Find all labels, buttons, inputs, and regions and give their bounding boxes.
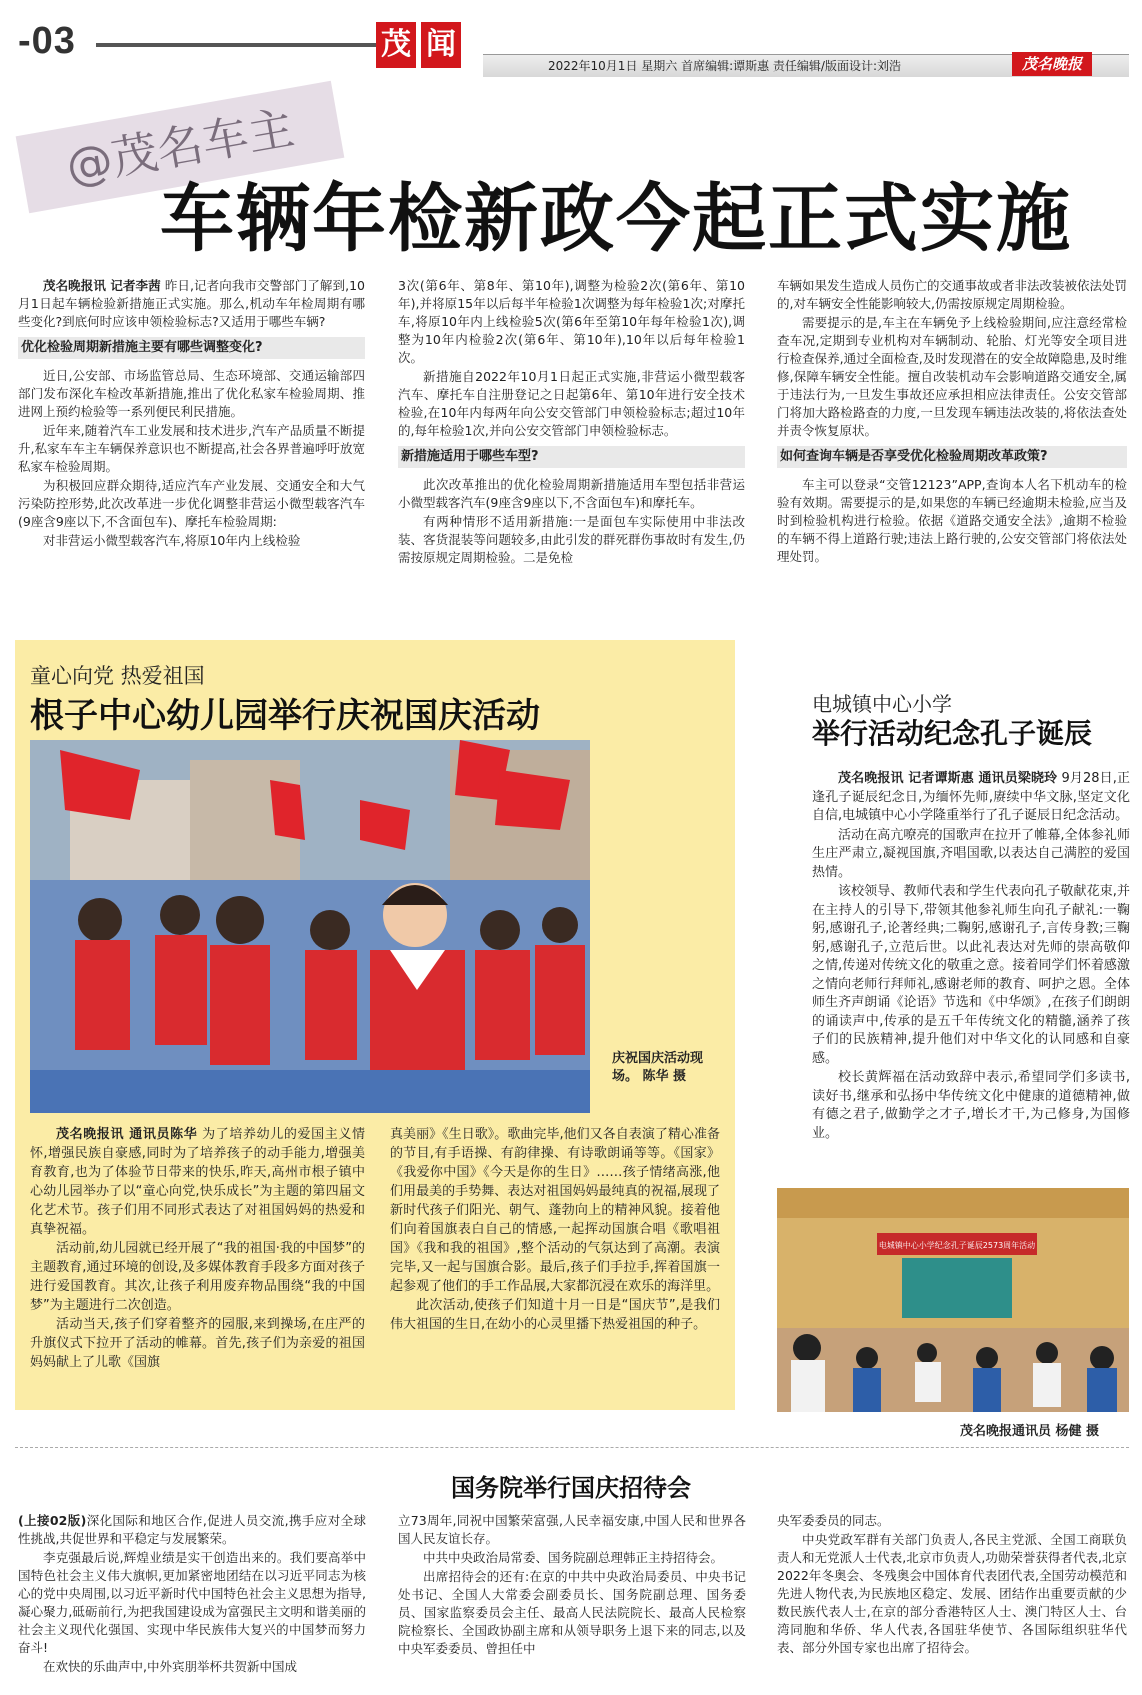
kindergarten-photo: [30, 740, 590, 1113]
headline-kicker: @茂名车主: [16, 81, 345, 213]
lead-column-1: [18, 277, 365, 551]
byline: 茂名晚报讯 记者谭斯惠 通讯员梁晓玲: [838, 771, 1058, 786]
photo-caption: 庆祝国庆活动现场。 陈华 摄: [612, 1051, 704, 1084]
school-photo: [777, 1188, 1129, 1412]
paragraph: 该校领导、教师代表和学生代表向孔子敬献花束,并在主持人的引导下,带领其他参礼师生向孔子献礼:一鞠躬,感谢孔子,论著经典;二鞠躬,感谢孔子,言传身教;三鞠躬,感谢孔子,立范后世。以此礼表达对先师的崇高敬仰之情,传递对传统文化的敬重之意。接着同学们怀着感激之情向老师行拜师礼,感谢老师的教育、呵护之恩。全体师生齐声朗诵《论语》节选和《中华颂》,在孩子们朗朗的诵读声中,传承的是五千年传统文化的精髓,涵养了孩子们的民族精神,提升他们对中华文化的认同感和自豪感。: [812, 884, 1130, 1066]
section-char-1: 茂: [376, 22, 416, 68]
page-number: -03: [18, 20, 76, 62]
photo-banner-text: 电城镇中心小学纪念孔子诞辰2573周年活动: [878, 1241, 1036, 1250]
paragraph: 车主可以登录“交管12123”APP,查询本人名下机动车的检验有效期。需要提示的是,如果您的车辆已经逾期未检验,应当及时到检验机构进行检验。依据《道路交通安全法》,逾期不检验的车辆不得上道路行驶;违法上路行驶的,公安交管部门将依法处理处罚。: [777, 477, 1127, 564]
paragraph: 出席招待会的还有:在京的中共中央政治局委员、中央书记处书记、全国人大常委会副委员长、国务院副总理、国务委员、国家监察委员会主任、最高人民法院院长、最高人民检察院检察长、全国政协副主席和从领导职务上退下来的同志,以及中央军委委员、曾担任中: [398, 1569, 746, 1656]
paragraph: 李克强最后说,辉煌业绩是实干创造出来的。我们要高举中国特色社会主义伟大旗帜,更加紧密地团结在以习近平同志为核心的党中央周围,以习近平新时代中国特色社会主义思想为指导,凝心聚力,砥砺前行,为把我国建设成为富强民主文明和谐美丽的社会主义现代化强国、实现中华民族伟大复兴的中国梦而努力奋斗!: [18, 1550, 366, 1655]
paragraph: 校长黄辉福在活动致辞中表示,希望同学们多读书,读好书,继承和弘扬中华传统文化中健康的道德精神,做有德之君子,做勤学之才子,增长才干,为己修身,为国修业。: [812, 1070, 1130, 1141]
school-column: [812, 770, 1130, 1144]
photo-illustration: [777, 1188, 1129, 1412]
paragraph: 在欢快的乐曲声中,中外宾朋举杯共贺新中国成: [43, 1659, 297, 1674]
paragraph: 9月28日,正逢孔子诞辰纪念日,为缅怀先师,赓续中华文脉,坚定文化自信,电城镇中心小学隆重举行了孔子诞辰日纪念活动。: [812, 771, 1130, 823]
paragraph: 深化国际和地区合作,促进人员交流,携手应对全球性挑战,共促世界和平稳定与发展繁荣。: [18, 1513, 366, 1546]
newspaper-logo: 茂名晚报: [1012, 52, 1092, 76]
bottom-column-3: [777, 1512, 1127, 1658]
byline: 茂名晚报讯 记者李茜: [43, 278, 161, 293]
continuation-note: (上接02版): [18, 1513, 87, 1528]
subheading: 优化检验周期新措施主要有哪些调整变化?: [18, 337, 365, 359]
section-tag: [376, 22, 466, 68]
paragraph: 央军委委员的同志。: [777, 1513, 890, 1528]
paragraph: 需要提示的是,车主在车辆免予上线检验期间,应注意经常检查车况,定期到专业机构对车辆制动、轮胎、灯光等安全项目进行检查保养,通过全面检查,及时发现潜在的安全故障隐患,及时维修,保障车辆安全性能。擅自改装机动车会影响道路交通安全,属于违法行为,一旦发生事故还应承担相应法律责任。公安交管部门将加大路检路查的力度,一旦发现车辆违法改装的,将依法查处并责令恢复原状。: [777, 315, 1127, 438]
paragraph: 立73周年,同祝中国繁荣富强,人民幸福安康,中国人民和世界各国人民友谊长存。: [398, 1513, 746, 1546]
lead-column-3: [777, 277, 1127, 567]
section-char-2: 闻: [421, 22, 461, 68]
feature-subtitle: 童心向党 热爱祖国: [30, 664, 205, 688]
header-rule: [96, 43, 396, 47]
feature-column-1: [30, 1125, 365, 1372]
paragraph: 此次改革推出的优化检验周期新措施适用车型包括非营运小微型载客汽车(9座含9座以下,不含面包车)和摩托车。: [398, 477, 745, 510]
paragraph: 中共中央政治局常委、国务院副总理韩正主持招待会。: [423, 1550, 724, 1565]
school-subtitle: 电城镇中心小学: [812, 692, 952, 716]
paragraph: 近年来,随着汽车工业发展和技术进步,汽车产品质量不断提升,私家车车主车辆保养意识也不断提高,社会各界普遍呼吁放宽私家车检验周期。: [18, 423, 365, 474]
section-divider: [15, 1447, 1129, 1449]
paragraph: 3次(第6年、第8年、第10年),调整为检验2次(第6年、第10年),并将原15年以后每半年检验1次调整为每年检验1次;对摩托车,将原10年内上线检验5次(第6年至第10年每年检验1次),调整为10年内检验2次(第6年、第10年),10年以后每年检验1次。: [398, 278, 745, 365]
paragraph: 昨日,记者向我市交警部门了解到,10月1日起车辆检验新措施正式实施。那么,机动车年检周期有哪些变化?到底何时应该申领检验标志?又适用于哪些车辆?: [18, 278, 365, 329]
bottom-column-2: [398, 1512, 746, 1659]
paragraph: 新措施自2022年10月1日起正式实施,非营运小微型载客汽车、摩托车自注册登记之日起第6年、第10年进行安全技术检验,在10年内每两年向公安交管部门申领检验标志;超过10年的,每年检验1次,并向公安交管部门申领检验标志。: [398, 369, 745, 438]
feature-headline: 根子中心幼儿园举行庆祝国庆活动: [30, 696, 540, 736]
paragraph: 为积极回应群众期待,适应汽车产业发展、交通安全和大气污染防控形势,此次改革进一步优化调整非营运小微型载客汽车(9座含9座以下,不含面包车)、摩托车检验周期:: [18, 478, 365, 529]
school-photo-caption: 茂名晚报通讯员 杨健 摄: [960, 1424, 1100, 1439]
photo-illustration: [30, 740, 590, 1113]
paragraph: 近日,公安部、市场监管总局、生态环境部、交通运输部四部门发布深化车检改革新措施,推出了优化私家车检验周期、推进网上预约检验等一系列便民利民措施。: [18, 368, 365, 419]
paragraph: 车辆如果发生造成人员伤亡的交通事故或者非法改装被依法处罚的,对车辆安全性能影响较大,仍需按原规定周期检验。: [777, 278, 1128, 311]
paragraph: 此次活动,使孩子们知道十月一日是“国庆节”,是我们伟大祖国的生日,在幼小的心灵里播下热爱祖国的种子。: [390, 1298, 720, 1332]
subheading: 如何查询车辆是否享受优化检验周期改革政策?: [777, 446, 1127, 468]
feature-column-2: [390, 1125, 720, 1334]
header-info: 2022年10月1日 星期六 首席编辑:谭斯惠 责任编辑/版面设计:刘浩: [548, 59, 902, 73]
paragraph: 活动前,幼儿园就已经开展了“我的祖国·我的中国梦”的主题教育,通过环境的创设,及多媒体教育手段多方面对孩子进行爱国教育。其次,让孩子利用废弃物品围绕“我的中国梦”为主题进行二次创造。: [30, 1241, 365, 1313]
subheading: 新措施适用于哪些车型?: [398, 446, 745, 468]
paragraph: 有两种情形不适用新措施:一是面包车实际使用中非法改装、客货混装等问题较多,由此引发的群死群伤事故时有发生,仍需按原规定周期检验。二是免检: [398, 514, 745, 565]
school-headline: 举行活动纪念孔子诞辰: [812, 717, 1093, 750]
paragraph: 对非营运小微型载客汽车,将原10年内上线检验: [43, 533, 301, 548]
paragraph: 活动在高亢嘹亮的国歌声在拉开了帷幕,全体参礼师生庄严肃立,凝视国旗,齐唱国歌,以表达自己满腔的爱国热情。: [812, 827, 1130, 880]
paragraph: 中央党政军群有关部门负责人,各民主党派、全国工商联负责人和无党派人士代表,北京市负责人,功勋荣誉获得者代表,北京2022年冬奥会、冬残奥会中国体育代表团代表,全国劳动模范和先进人物代表,为民族地区稳定、发展、团结作出重要贡献的少数民族代表人士,在京的部分香港特区人士、澳门特区人士、台湾同胞和华侨、华人代表,各国驻华使节、各国际组织驻华代表、部分外国专家也出席了招待会。: [777, 1532, 1127, 1655]
bottom-column-1: [18, 1512, 366, 1677]
paragraph: 真美丽》《生日歌》。歌曲完毕,他们又各自表演了精心准备的节目,有手语操、有韵律操、有诗歌朗诵等等。《国家》《我爱你中国》《今天是你的生日》……孩子情绪高涨,他们用最美的手势舞、表达对祖国妈妈最纯真的祝福,展现了新时代孩子们阳光、朝气、蓬勃向上的精神风貌。接着他们向着国旗表白自己的情感,一起挥动国旗合唱《歌唱祖国》《我和我的祖国》,整个活动的气氛达到了高潮。表演完毕,又一起与国旗合影。最后,孩子们手拉手,挥着国旗一起参观了他们的手工作品展,大家都沉浸在欢乐的海洋里。: [390, 1127, 720, 1294]
lead-column-2: [398, 277, 745, 568]
paragraph: 活动当天,孩子们穿着整齐的园服,来到操场,在庄严的升旗仪式下拉开了活动的帷幕。首先,孩子们为亲爱的祖国妈妈献上了儿歌《国旗: [30, 1317, 365, 1370]
paragraph: 为了培养幼儿的爱国主义情怀,增强民族自豪感,同时为了培养孩子的动手能力,增强美育教育,也为了体验节日带来的快乐,昨天,高州市根子镇中心幼儿园举办了以“童心向党,快乐成长”为主题的第四届文化艺术节。孩子们用不同形式表达了对祖国妈妈的热爱和真挚祝福。: [30, 1127, 365, 1237]
lead-headline: 车辆年检新政今起正式实施: [160, 176, 1072, 262]
bottom-headline: 国务院举行国庆招待会: [451, 1474, 691, 1502]
byline: 茂名晚报讯 通讯员陈华: [56, 1127, 198, 1142]
